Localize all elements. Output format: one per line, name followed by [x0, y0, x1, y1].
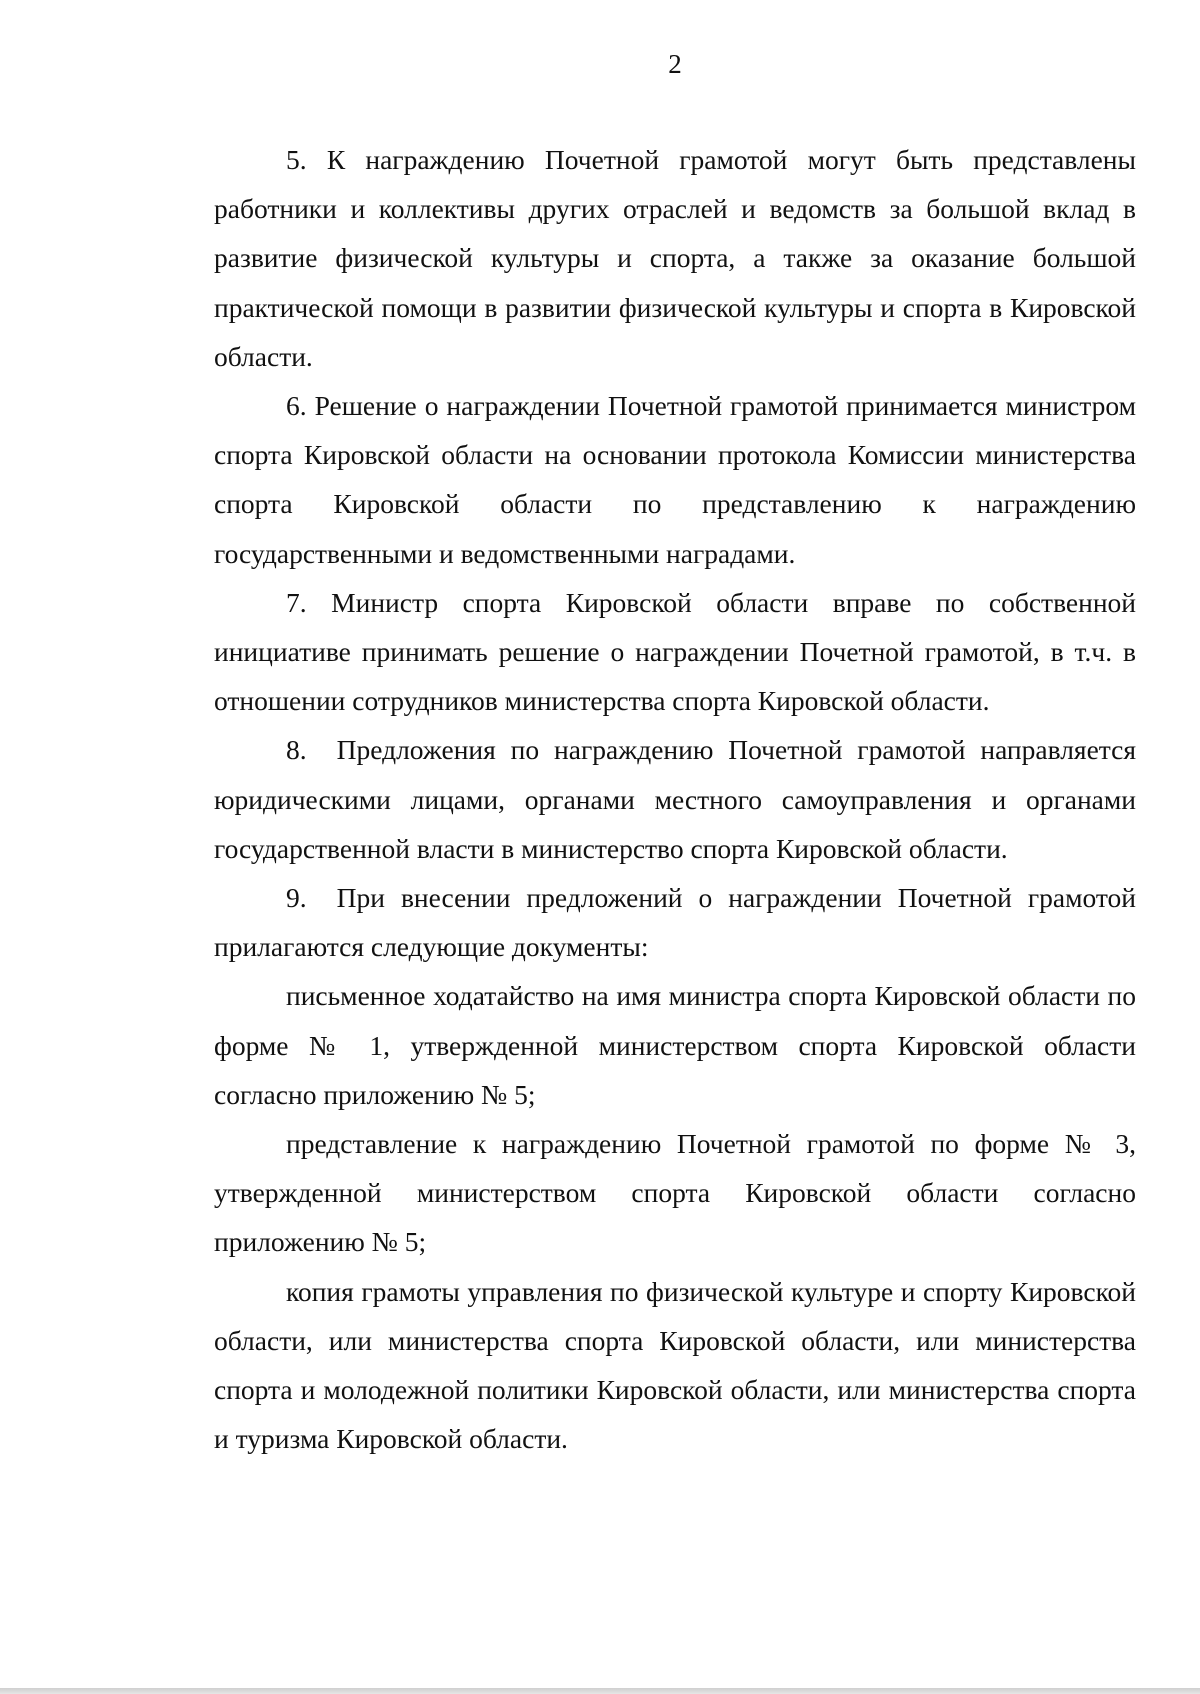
paragraph-number: 7.: [286, 586, 307, 618]
paragraph-text: представление к награждению Почетной грамотой по форме № 3, утвержденной министерством спорта Кировской области согласно приложению № 5;: [214, 1128, 1136, 1258]
paragraph-number: 8.: [286, 734, 307, 766]
paragraph-text: письменное ходатайство на имя министра спорта Кировской области по форме № 1, утвержденной министерством спорта Кировской области согласно приложению № 5;: [214, 980, 1136, 1110]
page-number: 2: [668, 49, 682, 79]
paragraph-9: [214, 873, 1136, 971]
paragraph-text: К награждению Почетной грамотой могут быть представлены работники и коллективы других отраслей и ведомств за большой вклад в развитие физической культуры и спорта, а также за оказание большой практической помощи в развитии физической культуры и спорта в Кировской области.: [214, 144, 1137, 372]
paragraph-number: 6.: [286, 390, 307, 422]
paragraph-5: [214, 135, 1136, 381]
paragraph-6: [214, 381, 1136, 578]
document-item-nomination: [214, 1119, 1136, 1267]
paragraph-7: [214, 578, 1136, 726]
document-body: [214, 135, 1136, 1463]
scan-bottom-edge: [0, 1688, 1200, 1694]
paragraph-text: Министр спорта Кировской области вправе по собственной инициативе принимать решение о награждении Почетной грамотой, в т.ч. в отношении сотрудников министерства спорта Кировской области.: [214, 586, 1137, 717]
paragraph-text: При внесении предложений о награждении Почетной грамотой прилагаются следующие документы:: [214, 882, 1136, 963]
document-item-petition: [214, 971, 1136, 1119]
paragraph-text: Предложения по награждению Почетной грамотой направляется юридическими лицами, органами местного самоуправления и органами государственной власти в министерство спорта Кировской области.: [214, 734, 1136, 864]
paragraph-number: 5.: [286, 144, 307, 175]
paragraph-text: Решение о награждении Почетной грамотой принимается министром спорта Кировской области на основании протокола Комиссии министерства спорта Кировской области по представлению к награждению государственными и ведомственными наградами.: [214, 390, 1137, 569]
paragraph-8: [214, 725, 1136, 873]
paragraph-text: копия грамоты управления по физической культуре и спорту Кировской области, или министерства спорта Кировской области, или министерства спорта и молодежной политики Кировской области, или министерства спорта и туризма Кировской области.: [214, 1275, 1136, 1455]
paragraph-number: 9.: [286, 882, 307, 914]
document-item-certificate-copy: [214, 1267, 1136, 1464]
